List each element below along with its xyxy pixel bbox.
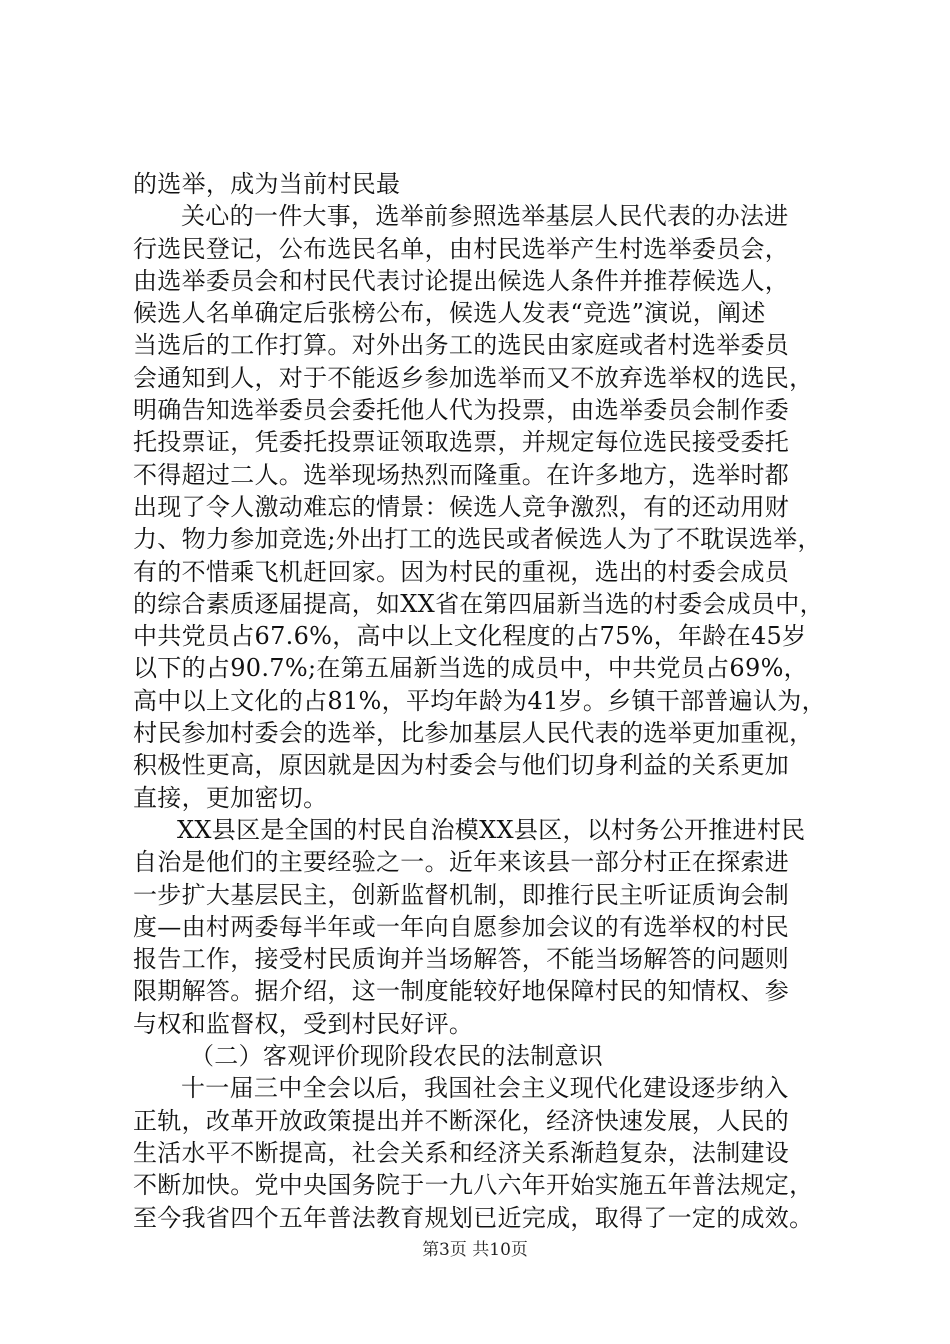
text-line: 村民参加村委会的选举，比参加基层人民代表的选举更加重视， [133, 719, 814, 748]
paragraph-first-line: XX县区是全国的村民自治模XX县区，以村务公开推进村民 [177, 815, 806, 844]
text-line: 不得超过二人。选举现场热烈而隆重。在许多地方，选举时都 [133, 460, 790, 489]
text-line: 度—由村两委每半年或一年向自愿参加会议的有选举权的村民 [133, 912, 790, 941]
text-line: 明确告知选举委员会委托他人代为投票，由选举委员会制作委 [133, 396, 790, 425]
text-line: 有的不惜乘飞机赶回家。因为村民的重视，选出的村委会成员 [133, 557, 790, 586]
text-line: 会通知到人，对于不能返乡参加选举而又不放弃选举权的选民， [133, 363, 814, 392]
text-line: 自治是他们的主要经验之一。近年来该县一部分村正在探索进 [133, 848, 790, 877]
text-line: 的选举，成为当前村民最 [133, 170, 401, 198]
text-line: 的综合素质逐届提高，如XX省在第四届新当选的村委会成员中， [133, 589, 824, 618]
paragraph-first-line: 十一届三中全会以后，我国社会主义现代化建设逐步纳入 [181, 1074, 789, 1103]
text-line: 由选举委员会和村民代表讨论提出候选人条件并推荐候选人， [133, 266, 790, 295]
text-line: 至今我省四个五年普法教育规划已近完成，取得了一定的成效。 [133, 1203, 814, 1232]
text-line: 出现了令人激动难忘的情景：候选人竞争激烈，有的还动用财 [133, 492, 790, 521]
text-line: 行选民登记，公布选民名单，由村民选举产生村选举委员会， [133, 234, 790, 263]
text-line: 不断加快。党中央国务院于一九八六年开始实施五年普法规定， [133, 1171, 814, 1200]
document-body [133, 168, 828, 1234]
paragraph-first-line: 关心的一件大事，选举前参照选举基层人民代表的办法进 [181, 202, 789, 231]
text-line: 报告工作，接受村民质询并当场解答，不能当场解答的问题则 [133, 945, 790, 974]
page-number: 第3页 共10页 [422, 1240, 528, 1260]
text-line: 积极性更高，原因就是因为村委会与他们切身利益的关系更加 [133, 751, 790, 780]
text-line: 一步扩大基层民主，创新监督机制，即推行民主听证质询会制 [133, 880, 790, 909]
page-footer [0, 1239, 950, 1261]
text-line: 高中以上文化的占81%，平均年龄为41岁。乡镇干部普遍认为， [133, 686, 826, 715]
text-line: 直接，更加密切。 [133, 783, 328, 812]
text-line: 候选人名单确定后张榜公布，候选人发表“竞选”演说，阐述 [133, 299, 766, 328]
text-line: 力、物力参加竞选;外出打工的选民或者候选人为了不耽误选举， [133, 525, 822, 554]
text-line: 以下的占90.7%;在第五届新当选的成员中，中共党员占69%， [133, 654, 808, 683]
text-line: 生活水平不断提高，社会关系和经济关系渐趋复杂，法制建设 [133, 1138, 790, 1167]
text-line: 与权和监督权，受到村民好评。 [133, 1009, 474, 1038]
text-line: 限期解答。据介绍，这一制度能较好地保障村民的知情权、参 [133, 977, 790, 1006]
text-line: 当选后的工作打算。对外出务工的选民由家庭或者村选举委员 [133, 331, 790, 360]
text-line: 正轨，改革开放政策提出并不断深化，经济快速发展，人民的 [133, 1106, 790, 1135]
text-line: 中共党员占67.6%，高中以上文化程度的占75%，年龄在45岁 [133, 622, 807, 651]
section-heading: （二）客观评价现阶段农民的法制意识 [190, 1042, 604, 1071]
text-line: 托投票证，凭委托投票证领取选票，并规定每位选民接受委托 [133, 428, 790, 457]
